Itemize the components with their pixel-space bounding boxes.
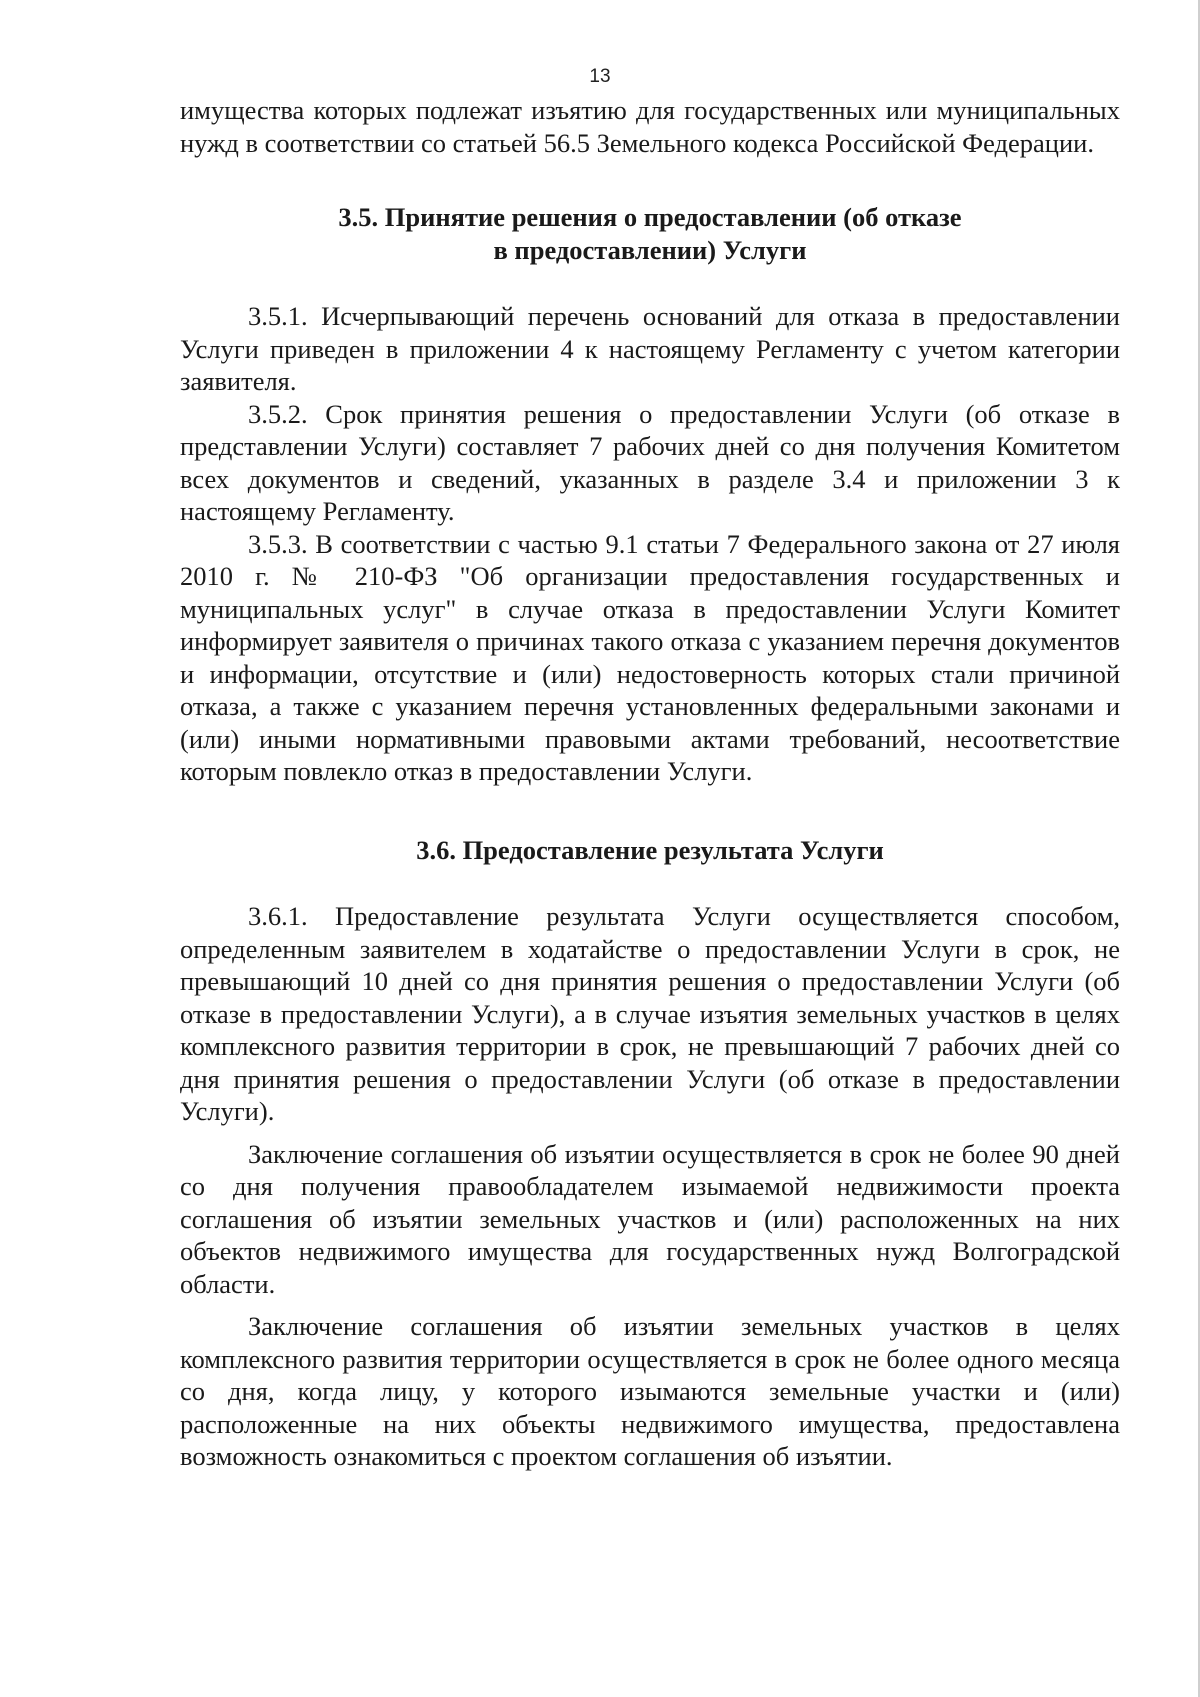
section-3-5-heading-line2: в предоставлении) Услуги xyxy=(493,234,807,265)
intro-paragraph: имущества которых подлежат изъятию для государственных или муниципальных нужд в соответствии со статьей 56.5 Земельного кодекса Российской Федерации. xyxy=(180,95,1120,158)
paragraph-agreement-term: Заключение соглашения об изъятии осуществляется в срок не более 90 дней со дня получения правообладателем изымаемой недвижимости проекта соглашения об изъятии земельных участков и (или) расположенных на них объектов недвижимого имущества для государственных нужд Волгоградской области. xyxy=(180,1138,1120,1299)
section-3-5-heading-line1: 3.5. Принятие решения о предоставлении (об отказе xyxy=(338,202,962,232)
paragraph-3-5-1: 3.5.1. Исчерпывающий перечень оснований для отказа в предоставлении Услуги приведен в приложении 4 к настоящему Регламенту с учетом категории заявителя. xyxy=(180,301,1120,396)
page-number: 13 xyxy=(589,66,611,87)
section-3-5-heading xyxy=(180,201,1120,266)
paragraph-3-6-1: 3.6.1. Предоставление результата Услуги осуществляется способом, определенным заявителем в ходатайстве о предоставлении Услуги в срок, не превышающий 10 дней со дня принятия решения о предоставлении Услуги (об отказе в предоставлении Услуги), а в случае изъятия земельных участков в целях комплексного развития территории в срок, не превышающий 7 рабочих дней со дня принятия решения о предоставлении Услуги (об отказе в предоставлении Услуги). xyxy=(180,901,1120,1126)
paragraph-agreement-complex-development: Заключение соглашения об изъятии земельных участков в целях комплексного развития территории осуществляется в срок не более одного месяца со дня, когда лицу, у которого изымаются земельные участки и (или) расположенные на них объекты недвижимого имущества, предоставлена возможность ознакомиться с проектом соглашения об изъятии. xyxy=(180,1311,1120,1471)
paragraph-3-5-2: 3.5.2. Срок принятия решения о предоставлении Услуги (об отказе в представлении Услуги) составляет 7 рабочих дней со дня получения Комитетом всех документов и сведений, указанных в разделе 3.4 и приложении 3 к настоящему Регламенту. xyxy=(180,398,1120,526)
page-content xyxy=(180,94,1120,1473)
paragraph-3-5-3: 3.5.3. В соответствии с частью 9.1 статьи 7 Федерального закона от 27 июля 2010 г. № 210-ФЗ "Об организации предоставления государственных и муниципальных услуг" в случае отказа в предоставлении Услуги Комитет информирует заявителя о причинах такого отказа с указанием перечня документов и информации, отсутствие и (или) недостоверность которых стали причиной отказа, а также с указанием перечня установленных федеральными законами и (или) иными нормативными правовыми актами требований, несоответствие которым повлекло отказ в предоставлении Услуги. xyxy=(180,528,1120,786)
section-3-6-heading: 3.6. Предоставление результата Услуги xyxy=(416,834,884,865)
